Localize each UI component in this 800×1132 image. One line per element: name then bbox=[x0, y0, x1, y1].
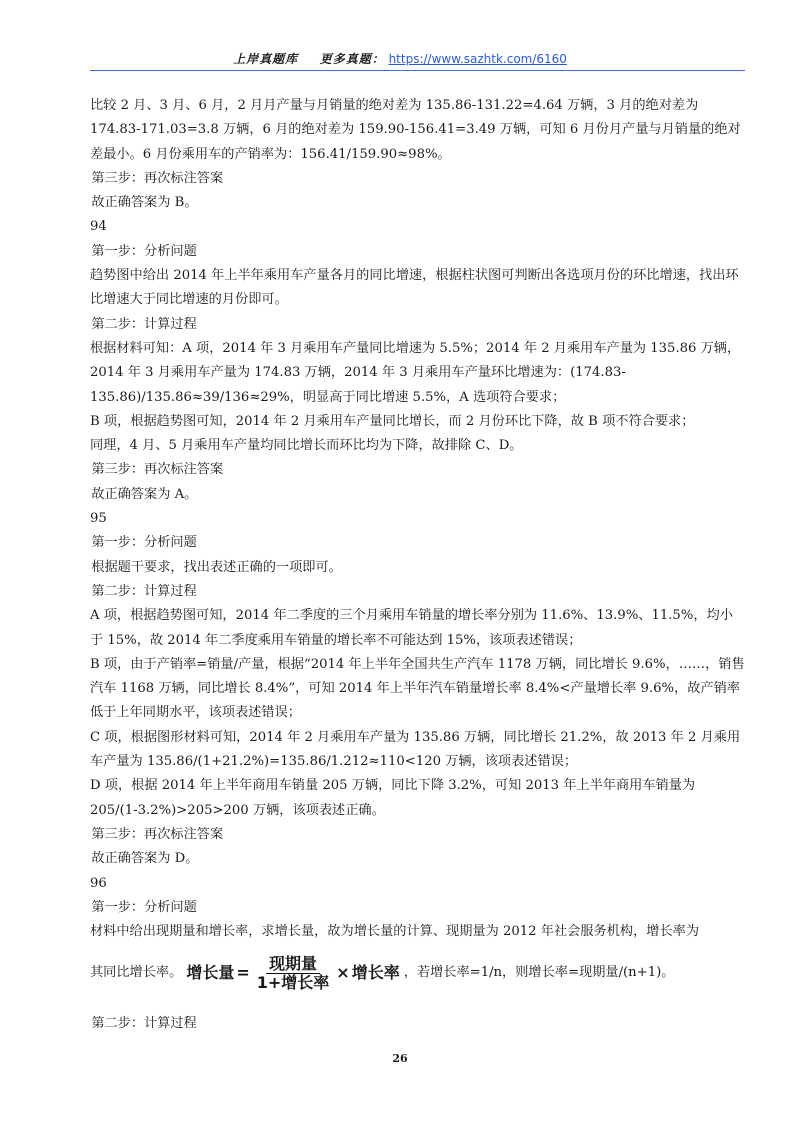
step-heading: 第一步：分析问题 bbox=[91, 243, 197, 259]
header-link[interactable]: https://www.sazhtk.com/6160 bbox=[388, 52, 567, 66]
step-heading: 第二步：计算过程 bbox=[91, 316, 197, 332]
formula-equals: = bbox=[236, 963, 250, 983]
document-body bbox=[90, 94, 745, 1037]
step-heading: 第三步：再次标注答案 bbox=[91, 462, 224, 478]
formula-numerator: 现期量 bbox=[266, 955, 320, 974]
paragraph: B 项，由于产销率=销量/产量，根据“2014 年上半年全国共生产汽车 1178 万辆，同比增长 9.6%，……，销售汽车 1168 万辆，同比增长 8.4%”，可知 2014 年上半年汽车销量增长率 8.4%<产量增长率 9.6%，故产销率低于上年同期水平，该项表述错误； bbox=[90, 656, 745, 721]
question-number: 94 bbox=[90, 219, 107, 235]
paragraph: 同理，4 月、5 月乘用车产量均同比增长而环比均为下降，故排除 C、D。 bbox=[90, 438, 523, 454]
page-number: 26 bbox=[392, 1052, 408, 1065]
formula-line bbox=[90, 953, 745, 992]
formula-rhs: 增长率 bbox=[351, 963, 400, 983]
paragraph: 材料中给出现期量和增长率，求增长量，故为增长量的计算、现期量为 2012 年社会服务机构，增长率为 bbox=[90, 924, 700, 940]
page-header bbox=[0, 50, 800, 67]
brand-name: 上岸真题库 bbox=[233, 52, 299, 66]
step-heading: 第二步：计算过程 bbox=[91, 1016, 197, 1032]
paragraph: A 项，根据趋势图可知，2014 年二季度的三个月乘用车销量的增长率分别为 11.6%、13.9%、11.5%，均小于 15%，故 2014 年二季度乘用车销量的增长率不可能达到 15%，该项表述错误； bbox=[90, 608, 733, 648]
header-divider bbox=[90, 70, 745, 71]
paragraph: 根据材料可知：A 项，2014 年 3 月乘用车产量同比增速为 5.5%；2014 年 2 月乘用车产量为 135.86 万辆，2014 年 3 月乘用车产量为 174.83 万辆，2014 年 3 月乘用车产量环比增速为：(174.83-135.86)/135.86≈39/136≈29%，明显高于同比增速 5.5%，A 选项符合要求； bbox=[90, 340, 741, 405]
formula-suffix: ，若增长率=1/n，则增长率=现期量/(n+1)。 bbox=[403, 965, 675, 981]
formula-lhs: 增长量 bbox=[186, 963, 235, 983]
step-heading: 第三步：再次标注答案 bbox=[91, 170, 224, 186]
more-label: 更多真题： bbox=[319, 52, 385, 66]
step-heading: 第一步：分析问题 bbox=[91, 899, 197, 915]
formula-fraction bbox=[254, 955, 333, 992]
paragraph: 根据题干要求，找出表述正确的一项即可。 bbox=[91, 559, 342, 575]
step-heading: 第三步：再次标注答案 bbox=[91, 826, 224, 842]
answer-line: 故正确答案为 A。 bbox=[91, 486, 198, 502]
formula-denominator: 1+增长率 bbox=[256, 972, 330, 992]
answer-line: 故正确答案为 D。 bbox=[91, 851, 199, 867]
answer-line: 故正确答案为 B。 bbox=[91, 195, 198, 211]
growth-formula bbox=[186, 955, 399, 992]
paragraph: C 项，根据图形材料可知，2014 年 2 月乘用车产量为 135.86 万辆，同比增长 21.2%，故 2013 年 2 月乘用车产量为 135.86/(1+21.2%)=135.86/1.212≈110<120 万辆，该项表述错误； bbox=[90, 729, 741, 770]
paragraph: 比较 2 月、3 月、6 月，2 月月产量与月销量的绝对差为 135.86-131.22=4.64 万辆，3 月的绝对差为 174.83-171.03=3.8 万辆，6 月的绝对差为 159.90-156.41=3.49 万辆，可知 6 月份月产量与月销量的绝对差最小。6 月份乘用车的产销率为：156.41/159.90≈98%。 bbox=[90, 98, 741, 162]
step-heading: 第二步：计算过程 bbox=[91, 583, 197, 599]
formula-times: × bbox=[336, 963, 350, 983]
question-number: 96 bbox=[90, 875, 107, 891]
question-number: 95 bbox=[90, 511, 107, 527]
paragraph: D 项，根据 2014 年上半年商用车销量 205 万辆，同比下降 3.2%，可知 2013 年上半年商用车销量为 205/(1-3.2%)>205>200 万辆，该项表述正确。 bbox=[90, 778, 696, 818]
paragraph: 趋势图中给出 2014 年上半年乘用车产量各月的同比增速，根据柱状图可判断出各选项月份的环比增速，找出环比增速大于同比增速的月份即可。 bbox=[90, 268, 739, 308]
paragraph: B 项，根据趋势图可知，2014 年 2 月乘用车产量同比增长，而 2 月份环比下降，故 B 项不符合要求； bbox=[90, 413, 695, 429]
step-heading: 第一步：分析问题 bbox=[91, 535, 197, 551]
formula-prefix: 其同比增长率。 bbox=[90, 965, 183, 981]
